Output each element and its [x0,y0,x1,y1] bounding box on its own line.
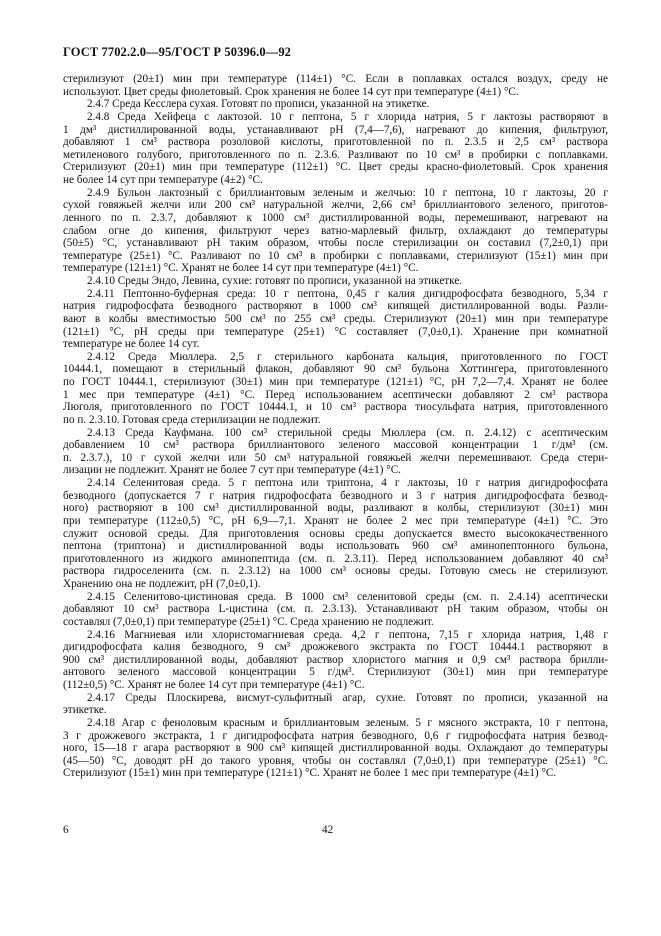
document-header: ГОСТ 7702.2.0—95/ГОСТ Р 50396.0—92 [63,45,292,59]
paragraph [63,477,608,591]
paragraph [63,351,608,427]
text-line: 2.4.12 Среда Мюллера. 2,5 г стерильного карбоната кальция, приготовленного по ГОСТ [87,350,608,363]
text-line: ного) растворяют в 100 см³ дистиллированной воды, разливают в колбы, стерилизуют (30±1) мин [63,502,608,515]
text-line: при температуре (112±0,5) °С, pH 6,9—7,1. Хранят не более 2 мес при температуре (4±1) °С. Это [63,514,608,527]
text-line: вают в колбы вместимостью 500 см³ по 255 см³ среды. Стерилизуют (20±1) мин при температуре [63,312,608,325]
text-line: 2.4.17 Среды Плоскирева, висмут-сульфитный агар, сухие. Готовят по прописи, указанной на [87,691,608,704]
document-body [63,73,608,780]
text-line: 2.4.9 Бульон лактозный с бриллиантовым зеленым и желчью: 10 г пептона, 10 г лактозы, 20 г [87,186,608,199]
text-line: приготовленного из жидкого аминопептида (см. п. 2.3.11). Перед использованием добавляют 40 см³ [63,552,608,565]
text-line: Стерилизуют (15±1) мин при температуре (121±1) °С. Хранят не более 1 мес при температуре (4±1) °С. [63,767,557,780]
text-line: слабом огне до кипения, фильтруют через ватно-марлевый фильтр, охлаждают до температуры [63,224,608,237]
paragraph [63,288,608,351]
text-line: служит основой среды. Для приготовления основы среды допускается вместо высококачественного [63,527,608,540]
text-line: пептона (триптона) и дистиллированной воды использовать 960 см³ аминопептонного бульона, [63,540,608,553]
text-line: п. 2.3.7.), 10 г сухой желчи или 50 см³ натуральной говяжьей желчи перемешивают. Среда стери- [63,451,608,464]
text-line: 1 дм³ дистиллированной воды, устанавливают pH (7,4—7,6), нагревают до кипения, фильтруют, [63,123,608,136]
text-line: 2.4.13 Среда Кауфмана. 100 см³ стерильной среды Мюллера (см. п. 2.4.12) с асептическим [87,426,608,439]
paragraph [63,187,608,275]
text-line: стерилизуют (20±1) мин при температуре (114±1) °С. Если в поплавках остался воздух, среду не [63,73,608,85]
paragraph [63,427,608,478]
text-line: по ГОСТ 10444.1, стерилизуют (30±1) мин при температуре (121±1) °С, pH 7,2—7,4. Хранят не более [63,376,608,388]
paragraph [63,98,608,111]
text-line: метиленового голубого, приготовленного по п. 2.3.6. Разливают по 10 см³ в пробирки с поплавками. [63,148,608,161]
text-line: ленного по п. 2.3.7, добавляют к 1000 см³ дистиллированной воды, перемешивают, нагревают на [63,211,608,224]
text-line: дигидрофосфата калия безводного, 9 см³ дрожжевого экстракта по ГОСТ 10444.1 растворяют в [63,641,608,654]
text-line: ного, 15—18 г агара растворяют в 900 см³ кипящей дистиллированной воды. Охлаждают до температуры [63,742,608,755]
text-line: 2.4.11 Пептонно-буферная среда: 10 г пептона, 0,45 г калия дигидрофосфата безводного, 5,34 г [87,287,608,300]
text-line: температуре не более 14 сут. [63,338,200,351]
text-line: этикетке. [63,704,107,717]
text-line: 2.4.15 Селенитово-цистиновая среда. В 1000 см³ селенитовой среды (см. п. 2.4.14) асептически [87,590,608,603]
text-line: 900 см³ дистиллированной воды, добавляют раствор хлористого магния и 0,9 см³ раствора брилли- [63,653,608,666]
text-line: 2.4.10 Среды Эндо, Левина, сухие: готовят по прописи, указанной на этикетке. [87,275,463,287]
paragraph [63,73,608,98]
paragraph [63,275,608,288]
text-line: (45—50) °С, доводят pH до такого уровня, чтобы он составлял (7,0±0,1) при температуре (25±1) °С. [63,754,608,767]
text-line: 10444.1, помещают в стерильный флакон, добавляют 90 см³ бульона Хоттингера, приготовленного [63,363,608,376]
text-line: безводного (допускается 7 г натрия гидрофосфата безводного и 3 г натрия дигидрофосфата безвод- [63,489,608,502]
text-line: не более 14 сут при температуре (4±2) °С. [63,174,263,186]
text-line: (112±0,5) °С. Хранят не более 14 сут при температуре (4±1) °С. [63,679,365,691]
text-line: Стерилизуют (20±1) мин при температуре (112±1) °С. Цвет среды красно-фиолетовый. Срок хранения [63,161,608,174]
text-line: 2.4.14 Селенитовая среда. 5 г пептона или триптона, 4 г лактозы, 10 г натрия дигидрофосфата [87,477,608,489]
text-line: составлял (7,0±0,1) при температуре (25±1) °С. Среда хранению не подлежит. [63,615,434,628]
paragraph [63,591,608,629]
text-line: добавляют 10 см³ раствора L-цистина (см. п. 2.3.13). Устанавливают pH таким образом, чтобы он [63,603,608,616]
page-number-center: 42 [322,824,334,836]
paragraph [63,111,608,187]
text-line: по п. 2.3.10. Готовая среда стерилизации не подлежит. [63,413,321,426]
text-line: 1 мес при температуре (4±1) °С. Перед использованием асептически добавляют 2 см³ раствора [63,388,608,401]
text-line: (50±5) °С, устанавливают pH таким образом, чтобы после стерилизации он составил (7,2±0,1) при [63,237,608,250]
text-line: 2.4.16 Магниевая или хлористомагниевая среда. 4,2 г пептона, 7,15 г хлорида натрия, 1,48 г [87,628,608,641]
paragraph [63,692,608,717]
text-line: добавляют 1 см³ раствора розоловой кислоты, приготовленной по п. 2.3.5 и 2,5 см³ раствора [63,136,608,149]
text-line: температуре (25±1) °С. Разливают по 10 см³ в пробирки с поплавками, стерилизуют (15±1) мин при [63,249,608,262]
text-line: 2.4.7 Среда Кесслера сухая. Готовят по прописи, указанной на этикетке. [87,98,430,111]
text-line: Люголя, приготовленного по ГОСТ 10444.1, и 10 см³ раствора тиосульфата натрия, приготовленного [63,401,608,414]
page-number-left: 6 [63,824,69,836]
text-line: 2.4.8 Среда Хейфеца с лактозой. 10 г пептона, 5 г хлорида натрия, 5 г лактозы растворяют в [87,110,608,123]
text-line: 3 г дрожжевого экстракта, 1 г дигидрофосфата натрия безводного, 0,6 г гидрофосфата натрия безвод- [63,729,608,742]
text-line: натрия гидрофосфата безводного растворяют в 1000 см³ кипящей дистиллированной воды. Разли- [63,300,608,313]
text-line: используют. Цвет среды фиолетовый. Срок хранения не более 14 сут при температуре (4±1) °С. [63,85,519,98]
text-line: температуре (121±1) °С. Хранят не более 14 сут при температуре (4±1) °С. [63,262,419,275]
paragraph [63,629,608,692]
text-line: лизации не подлежит. Хранят не более 7 сут при температуре (4±1) °С. [63,464,401,477]
text-line: добавлением 10 см³ раствора бриллиантового зеленого массовой концентрации 1 г/дм³ (см. [63,439,608,452]
text-line: 2.4.18 Агар с феноловым красным и бриллиантовым зеленым. 5 г мясного экстракта, 10 г пептона, [87,716,608,729]
paragraph [63,717,608,780]
text-line: антового зеленого массовой концентрации 5 г/дм³. Стерилизуют (30±1) мин при температуре [63,666,608,679]
text-line: раствора гидроселенита (см. п. 2.3.12) на 1000 см³ основы среды. Готовую смесь не стерилизуют. [63,565,608,578]
text-line: (121±1) °С, pH среды при температуре (25±1) °С составляет (7,0±0,1). Хранение при комнатной [63,325,608,338]
text-line: Хранению она не подлежит, pH (7,0±0,1). [63,578,261,590]
text-line: сухой говяжьей желчи или 200 см³ натуральной желчи, 2,66 см³ бриллиантового зеленого, приготов- [63,199,608,212]
